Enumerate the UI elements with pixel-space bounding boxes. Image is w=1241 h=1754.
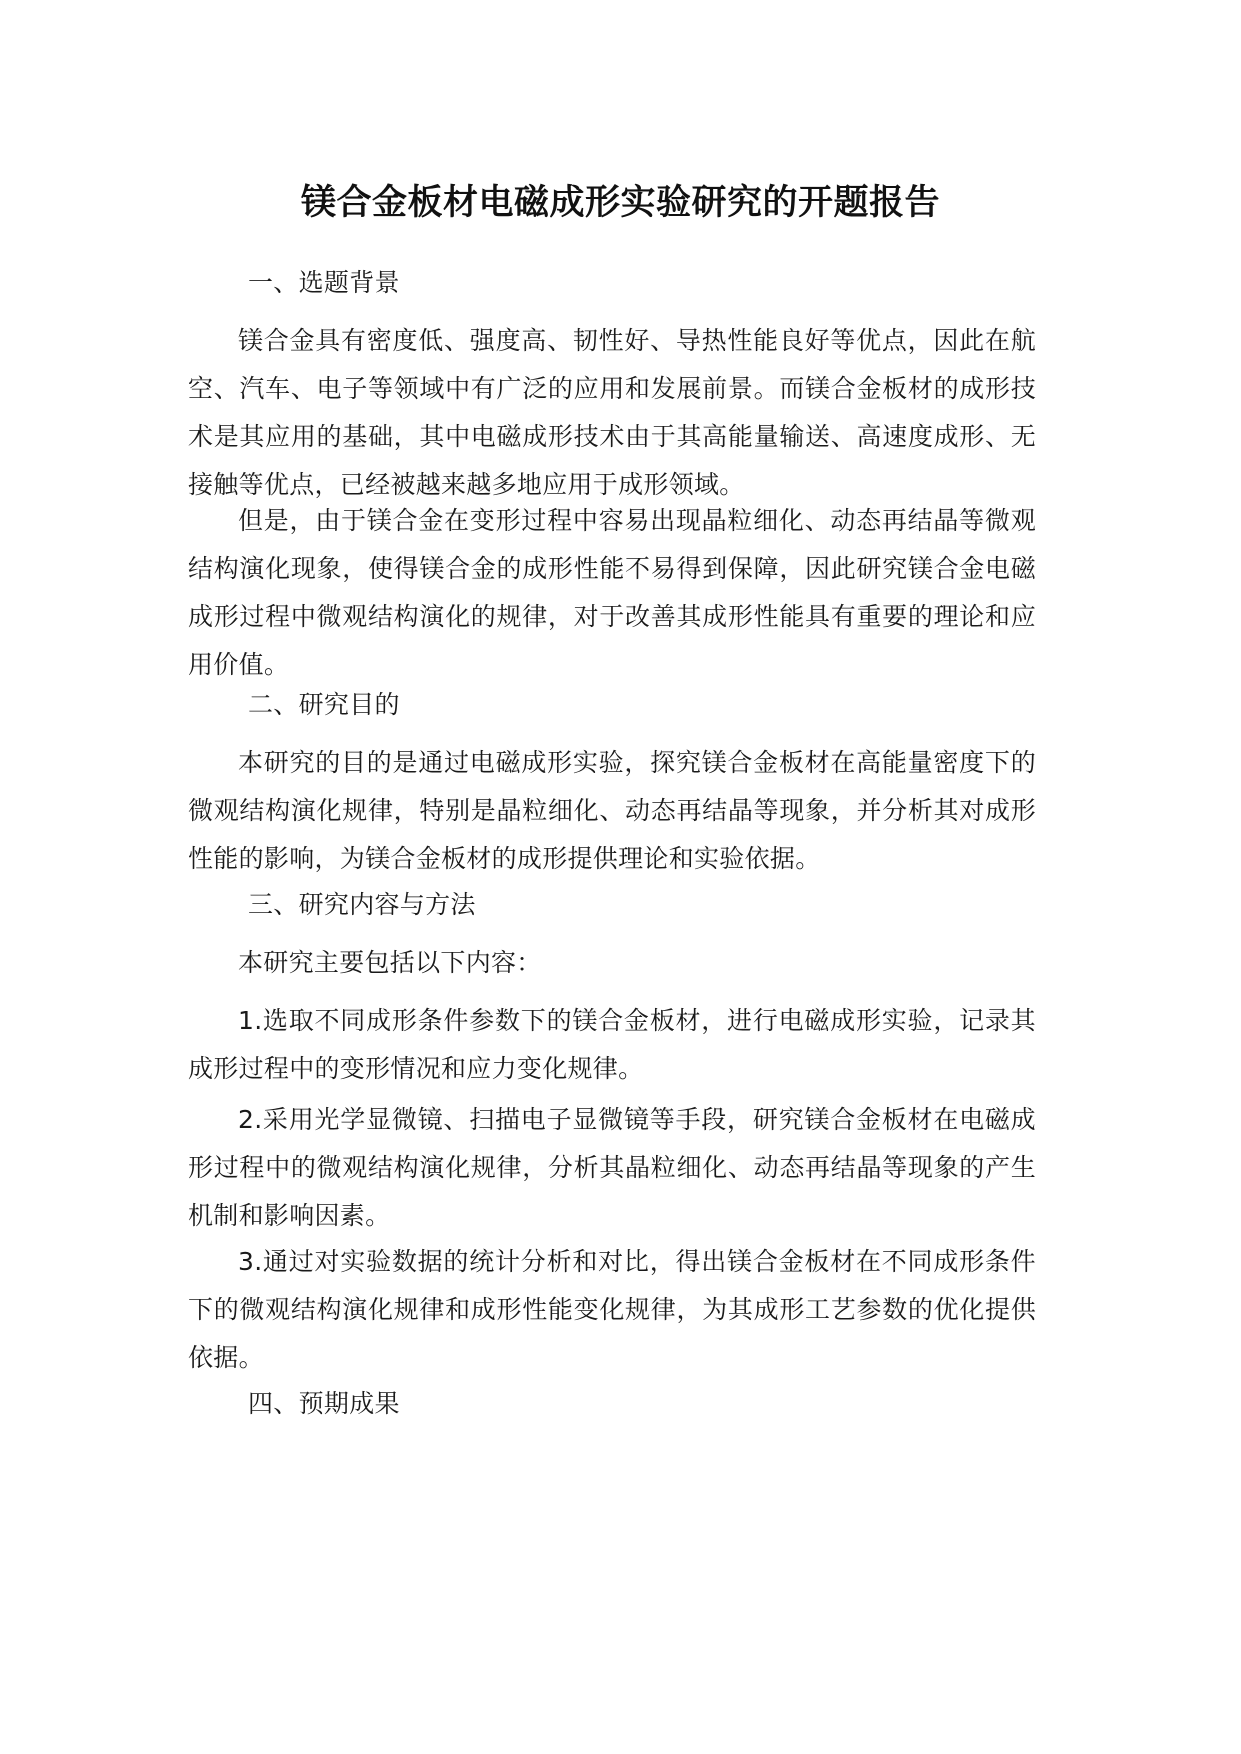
paragraph-purpose: 本研究的目的是通过电磁成形实验，探究镁合金板材在高能量密度下的微观结构演化规律，特别是晶粒细化、动态再结晶等现象，并分析其对成形性能的影响，为镁合金板材的成形提供理论和实验依据。 (188, 748, 1036, 873)
list-item-content-1: 1.选取不同成形条件参数下的镁合金板材，进行电磁成形实验，记录其成形过程中的变形情况和应力变化规律。 (188, 1006, 1036, 1083)
section-heading-expected-results: 四、预期成果 (248, 1389, 400, 1418)
paragraph-background-1: 镁合金具有密度低、强度高、韧性好、导热性能良好等优点，因此在航空、汽车、电子等领域中有广泛的应用和发展前景。而镁合金板材的成形技术是其应用的基础，其中电磁成形技术由于其高能量输送、高速度成形、无接触等优点，已经被越来越多地应用于成形领域。 (188, 326, 1036, 499)
list-item-content-2: 2.采用光学显微镜、扫描电子显微镜等手段，研究镁合金板材在电磁成形过程中的微观结构演化规律，分析其晶粒细化、动态再结晶等现象的产生机制和影响因素。 (188, 1105, 1036, 1230)
section-heading-content-methods: 三、研究内容与方法 (248, 890, 476, 919)
section-heading-purpose: 二、研究目的 (248, 690, 400, 719)
section-heading-background: 一、选题背景 (248, 268, 400, 297)
paragraph-content-intro: 本研究主要包括以下内容： (238, 948, 542, 977)
list-item-content-3: 3.通过对实验数据的统计分析和对比，得出镁合金板材在不同成形条件下的微观结构演化规律和成形性能变化规律，为其成形工艺参数的优化提供依据。 (188, 1247, 1036, 1372)
paragraph-background-2: 但是，由于镁合金在变形过程中容易出现晶粒细化、动态再结晶等微观结构演化现象，使得镁合金的成形性能不易得到保障，因此研究镁合金电磁成形过程中微观结构演化的规律，对于改善其成形性能具有重要的理论和应用价值。 (188, 506, 1036, 679)
document-title: 镁合金板材电磁成形实验研究的开题报告 (300, 183, 940, 223)
